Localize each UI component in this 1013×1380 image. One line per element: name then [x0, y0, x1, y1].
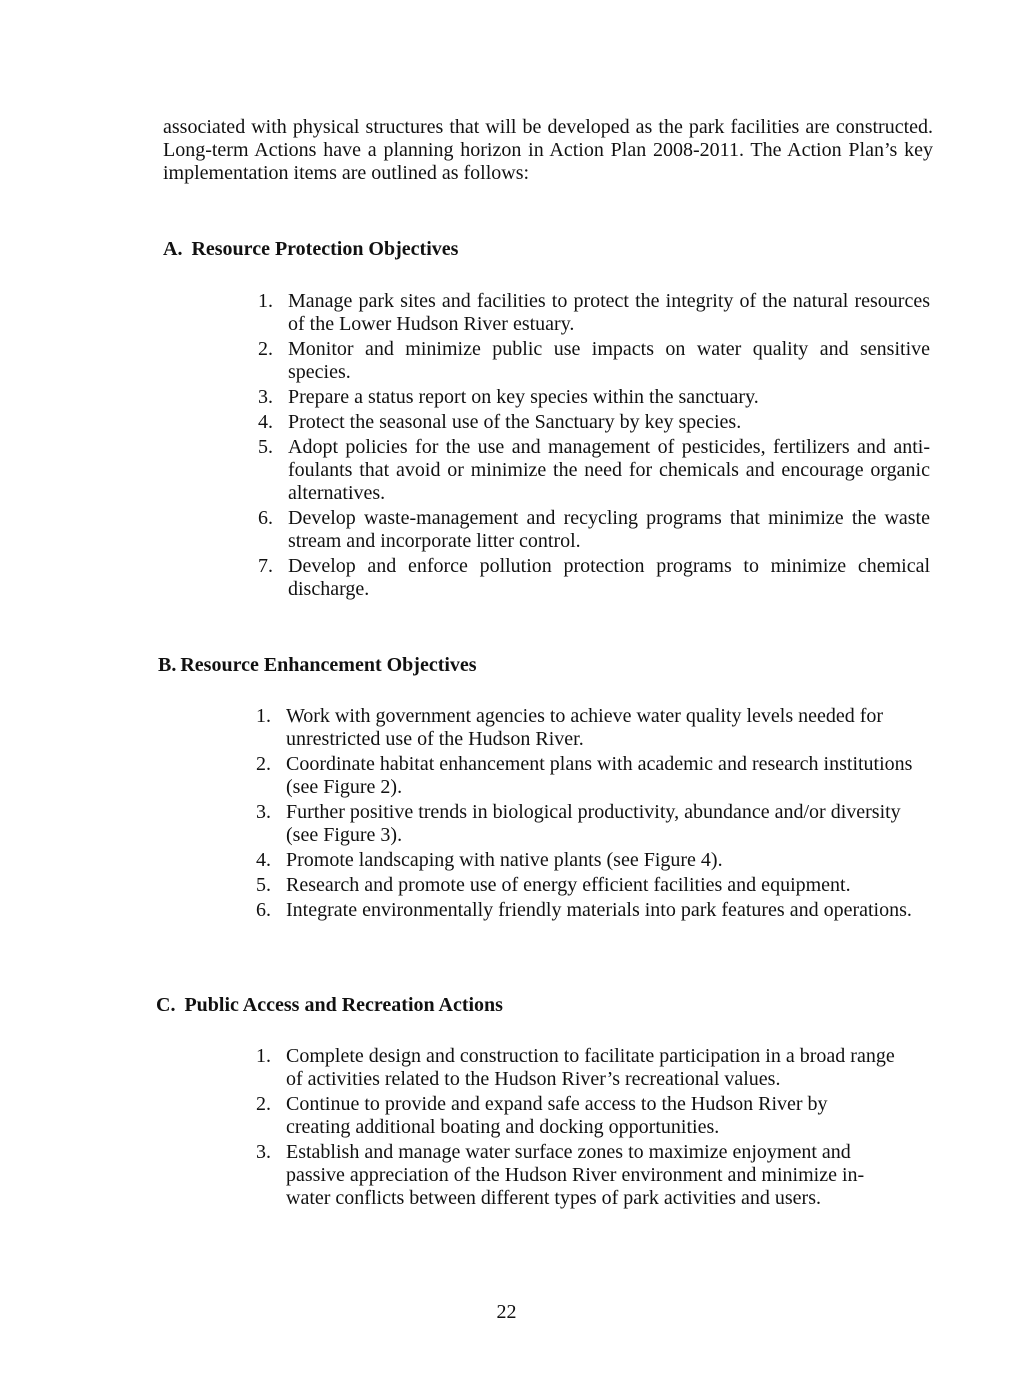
item-text: Promote landscaping with native plants (see Figure 4). — [286, 849, 723, 871]
list-item — [256, 874, 928, 897]
item-number: 2. — [256, 753, 271, 775]
item-number: 3. — [256, 1141, 271, 1163]
section-title: Resource Protection Objectives — [191, 238, 459, 260]
section-a-heading — [163, 237, 458, 261]
page-number: 22 — [496, 1301, 517, 1323]
list-item — [258, 507, 930, 553]
item-number: 7. — [258, 555, 273, 577]
item-number: 1. — [258, 290, 273, 312]
item-text: Develop and enforce pollution protection programs to minimize chemical discharge. — [288, 555, 930, 600]
item-text: Manage park sites and facilities to protect the integrity of the natural resources of the Lower Hudson River estuary. — [288, 290, 930, 335]
list-item — [256, 753, 928, 799]
item-text: Further positive trends in biological productivity, abundance and/or diversity (see Figure 3). — [286, 801, 901, 846]
item-text: Monitor and minimize public use impacts on water quality and sensitive species. — [288, 338, 930, 383]
item-number: 4. — [256, 849, 271, 871]
section-c-list — [256, 1045, 896, 1212]
section-letter: C. — [156, 994, 176, 1016]
item-number: 6. — [256, 899, 271, 921]
section-title: Public Access and Recreation Actions — [184, 994, 503, 1016]
list-item — [258, 411, 930, 434]
section-letter: A. — [163, 238, 183, 260]
section-b-list — [256, 705, 928, 924]
section-a-list — [258, 290, 930, 603]
list-item — [258, 386, 930, 409]
item-text: Develop waste-management and recycling programs that minimize the waste stream and incorporate litter control. — [288, 507, 930, 552]
item-text: Integrate environmentally friendly materials into park features and operations. — [286, 899, 912, 921]
item-text: Complete design and construction to facilitate participation in a broad range of activities related to the Hudson River’s recreational values. — [286, 1045, 895, 1090]
section-c-heading — [156, 993, 503, 1017]
item-text: Coordinate habitat enhancement plans with academic and research institutions (see Figure 2). — [286, 753, 913, 798]
item-text: Establish and manage water surface zones to maximize enjoyment and passive appreciation of the Hudson River environment and minimize in-water conflicts between different types of park activities and users. — [286, 1141, 865, 1209]
item-text: Prepare a status report on key species within the sanctuary. — [288, 386, 759, 408]
list-item — [256, 899, 928, 922]
item-number: 3. — [258, 386, 273, 408]
intro-paragraph: associated with physical structures that will be developed as the park facilities are constructed. Long-term Actions have a planning horizon in Action Plan 2008-2011. The Action Plan’s key implementation items are outlined as follows: — [163, 116, 933, 184]
section-b-heading — [158, 653, 477, 677]
list-item — [256, 801, 928, 847]
item-text: Research and promote use of energy efficient facilities and equipment. — [286, 874, 851, 896]
item-number: 2. — [256, 1093, 271, 1115]
list-item — [256, 1093, 896, 1139]
list-item — [256, 705, 928, 751]
section-title: Resource Enhancement Objectives — [180, 654, 477, 676]
section-letter: B. — [158, 654, 177, 676]
list-item — [258, 290, 930, 336]
item-number: 5. — [258, 436, 273, 458]
item-text: Continue to provide and expand safe access to the Hudson River by creating additional boating and docking opportunities. — [286, 1093, 828, 1138]
item-number: 4. — [258, 411, 273, 433]
item-text: Protect the seasonal use of the Sanctuary by key species. — [288, 411, 742, 433]
item-text: Adopt policies for the use and management of pesticides, fertilizers and anti-foulants that avoid or minimize the need for chemicals and encourage organic alternatives. — [288, 436, 930, 504]
item-number: 1. — [256, 705, 271, 727]
item-number: 3. — [256, 801, 271, 823]
list-item — [258, 338, 930, 384]
item-number: 6. — [258, 507, 273, 529]
item-number: 1. — [256, 1045, 271, 1067]
list-item — [256, 1141, 896, 1210]
list-item — [258, 436, 930, 505]
item-number: 5. — [256, 874, 271, 896]
list-item — [256, 849, 928, 872]
list-item — [256, 1045, 896, 1091]
item-text: Work with government agencies to achieve water quality levels needed for unrestricted use of the Hudson River. — [286, 705, 884, 750]
list-item — [258, 555, 930, 601]
item-number: 2. — [258, 338, 273, 360]
